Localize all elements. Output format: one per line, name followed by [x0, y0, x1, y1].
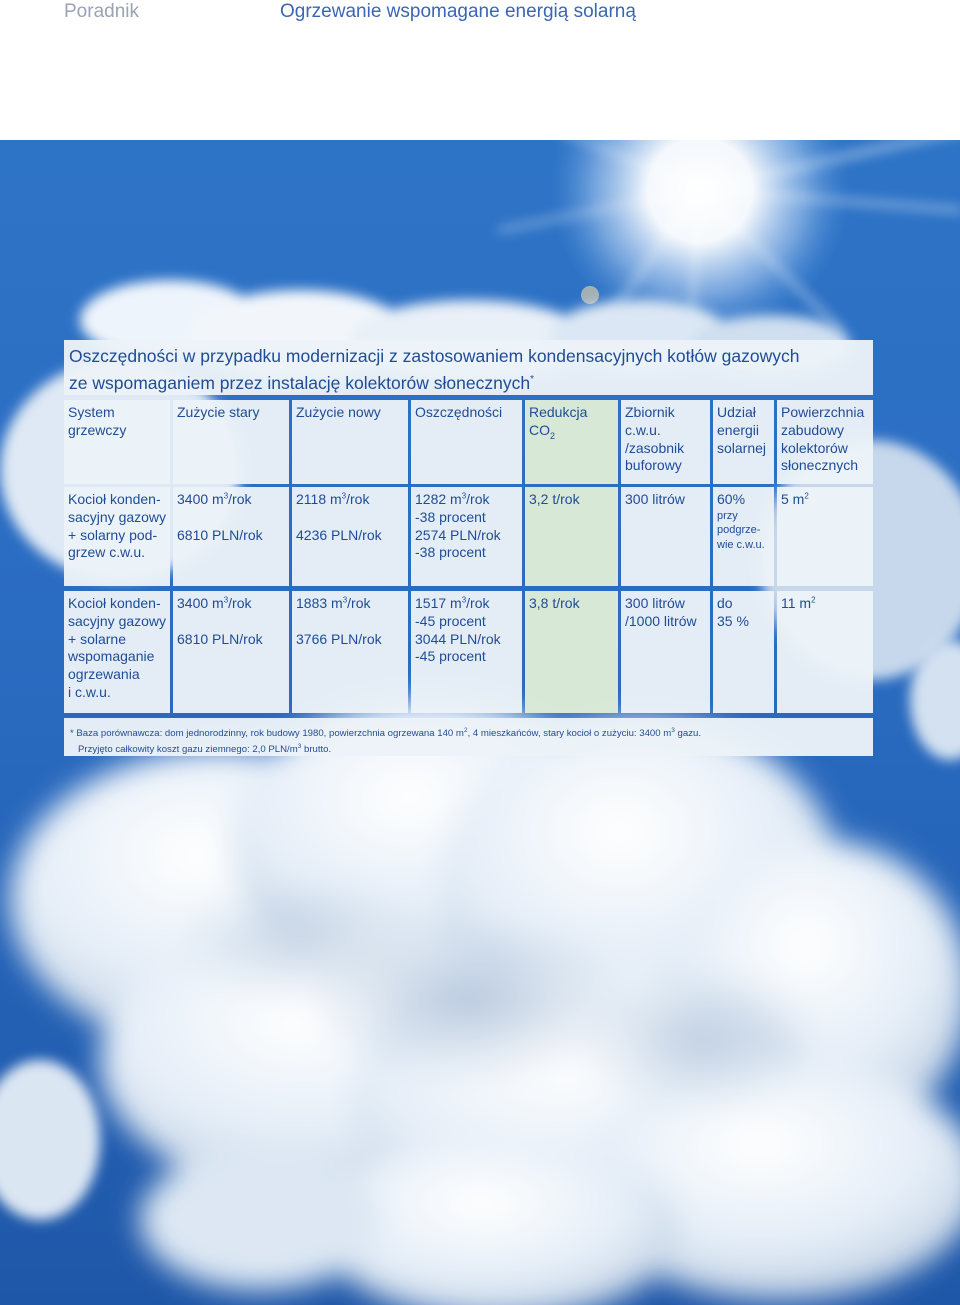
- row1-tank: 300 litrów: [621, 487, 710, 586]
- table-title-panel: [64, 340, 873, 395]
- row2-tank: 300 litrów /1000 litrów: [621, 591, 710, 713]
- table-title-line-2: ze wspomaganiem przez instalację kolektorów słonecznych: [69, 372, 531, 393]
- row2-solar-share: do 35 %: [713, 591, 774, 713]
- row1-old-consumption: 3400 $m^3$/rok 6810 PLN/rok: [173, 487, 289, 586]
- row2-old-consumption: 3400 $m^3$/rok 6810 PLN/rok: [173, 591, 289, 713]
- row1-solar-share: 60% przy podgrze- wie c.w.u.: [713, 487, 774, 586]
- row1-system: Kocioł konden- sacyjny gazowy + solarny pod- grzew c.w.u.: [64, 487, 170, 586]
- row2-system: Kocioł konden- sacyjny gazowy + solarne wspomaganie ogrzewania i c.w.u.: [64, 591, 170, 713]
- table-footnote: * Baza porównawcza: dom jednorodzinny, rok budowy 1980, powierzchnia ogrzewana 140 $m^2$, 4 mieszkańców, stary kocioł o zużyciu: 3400 $m^3$ gazu. Przyjęto całkowity koszt gazu ziemnego: 2,0 PLN/$m^3$ brutto.: [64, 718, 873, 756]
- table-title: [69, 344, 869, 395]
- row2-savings: 1517 $m^3$/rok -45 procent 3044 PLN/rok -45 procent: [411, 591, 522, 713]
- header-new-consumption: Zużycie nowy: [292, 400, 408, 484]
- header-savings: Oszczędności: [411, 400, 522, 484]
- row1-new-consumption: 2118 $m^3$/rok 4236 PLN/rok: [292, 487, 408, 586]
- row1-co2: 3,2 t/rok: [525, 487, 618, 586]
- header-old-consumption: Zużycie stary: [173, 400, 289, 484]
- row1-savings: 1282 $m^3$/rok -38 procent 2574 PLN/rok -38 procent: [411, 487, 522, 586]
- row2-collector-area: 11 $m^2$: [777, 591, 873, 713]
- section-label: Poradnik: [64, 1, 139, 22]
- header-tank: Zbiornik c.w.u. /zasobnik buforowy: [621, 400, 710, 484]
- table-title-line-1: Oszczędności w przypadku modernizacji z zastosowaniem kondensacyjnych kotłów gazowych: [69, 346, 800, 366]
- header-co2-reduction: Redukcja $CO_2$: [525, 400, 618, 484]
- page-title: Ogrzewanie wspomagane energią solarną: [280, 1, 636, 22]
- header-solar-share: Udział energii solarnej: [713, 400, 774, 484]
- row1-collector-area: 5 $m^2$: [777, 487, 873, 586]
- header-collector-area: Powierzchnia zabudowy kolektorów słonecznych: [777, 400, 873, 484]
- header-system: System grzewczy: [64, 400, 170, 484]
- title-footnote-mark: *: [530, 374, 534, 385]
- row2-new-consumption: 1883 $m^3$/rok 3766 PLN/rok: [292, 591, 408, 713]
- page-header: [0, 0, 960, 140]
- row2-co2: 3,8 t/rok: [525, 591, 618, 713]
